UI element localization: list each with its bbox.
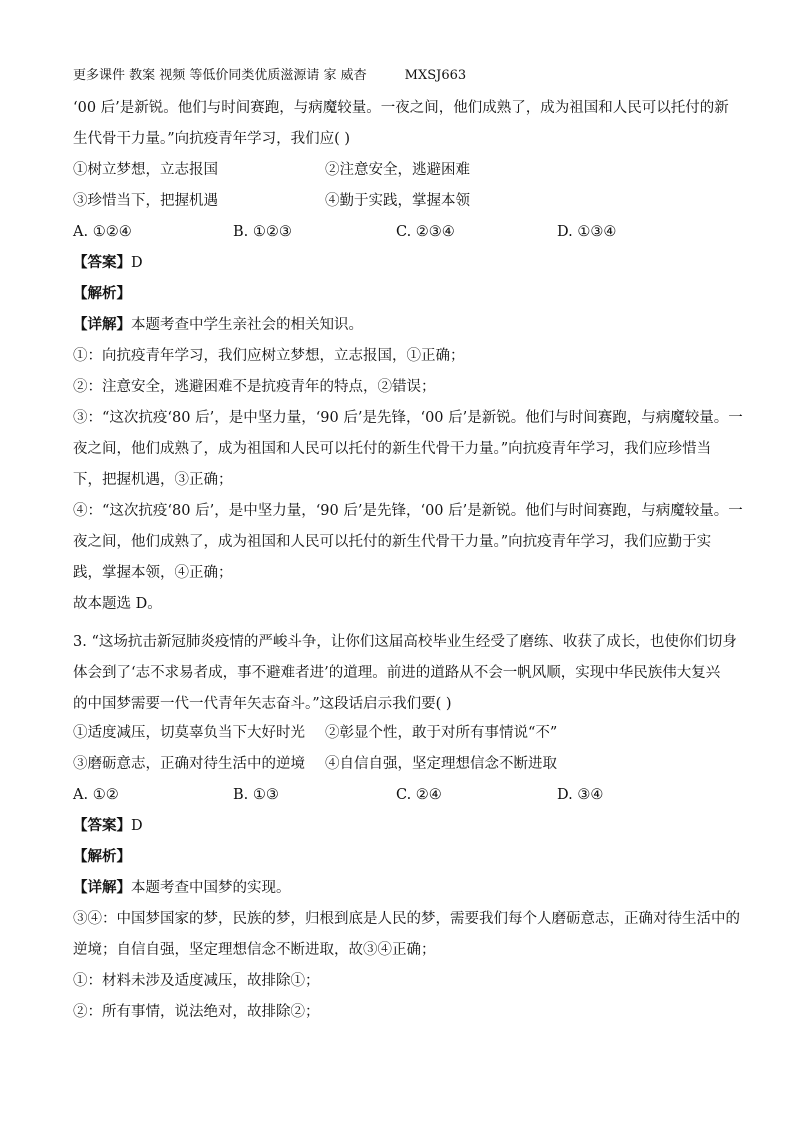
q3-choice-d: D. ③④ bbox=[557, 787, 604, 803]
q3-stem-line1: 3. “这场抗击新冠肺炎疫情的严峻斗争，让你们这届高校毕业生经受了磨练、收获了成长，也使你们切身 bbox=[73, 634, 737, 650]
q3-item-1: ①适度减压，切莫辜负当下大好时光 bbox=[73, 725, 305, 741]
q2-analysis-line: ④：“这次抗疫‘80 后’，是中坚力量，‘90 后’是先锋，‘00 后’是新锐。他们与时间赛跑，与病魔较量。一 bbox=[73, 503, 743, 519]
q2-analysis-line: 践，掌握本领，④正确； bbox=[73, 565, 233, 581]
q2-stem-line2: 生代骨干力量。”向抗疫青年学习，我们应( ) bbox=[73, 131, 351, 147]
q2-analysis-tag: 【解析】 bbox=[73, 285, 131, 302]
q2-item-3: ③珍惜当下，把握机遇 bbox=[73, 193, 218, 209]
q2-answer-tag: 【答案】 bbox=[73, 254, 131, 271]
q3-analysis-line: 逆境；自信自强，坚定理想信念不断进取，故③④正确； bbox=[73, 942, 436, 958]
q2-answer bbox=[73, 253, 143, 273]
page-header bbox=[73, 66, 466, 86]
q2-analysis-line: ①：向抗疫青年学习，我们应树立梦想，立志报国，①正确； bbox=[73, 348, 465, 364]
q3-analysis-line: ②：所有事情，说法绝对，故排除②； bbox=[73, 1004, 320, 1020]
q2-choice-a: A. ①②④ bbox=[73, 224, 132, 240]
q3-choice-c: C. ②④ bbox=[396, 787, 442, 803]
q2-conclusion: 故本题选 D。 bbox=[73, 596, 162, 612]
q2-choice-b: B. ①②③ bbox=[233, 224, 292, 240]
q3-choice-b: B. ①③ bbox=[233, 787, 279, 803]
q3-answer bbox=[73, 816, 143, 836]
q3-item-3: ③磨砺意志，正确对待生活中的逆境 bbox=[73, 756, 305, 772]
q2-stem-line1: ‘00 后’是新锐。他们与时间赛跑，与病魔较量。一夜之间，他们成熟了，成为祖国和人民可以托付的新 bbox=[73, 100, 729, 116]
q2-analysis-line: ②：注意安全，逃避困难不是抗疫青年的特点，②错误； bbox=[73, 379, 436, 395]
q2-choice-d: D. ①③④ bbox=[557, 224, 617, 240]
q3-stem-line2: 体会到了‘志不求易者成，事不避难者进’的道理。前进的道路从不会一帆风顺，实现中华民族伟大复兴 bbox=[73, 665, 721, 681]
header-code: MXSJ663 bbox=[404, 68, 467, 83]
header-text: 更多课件 教案 视频 等低价同类优质滋源请 家 威杳 bbox=[73, 68, 367, 83]
q2-item-4: ④勤于实践，掌握本领 bbox=[325, 193, 470, 209]
q2-item-2: ②注意安全，逃避困难 bbox=[325, 162, 470, 178]
q3-analysis-line: ③④：中国梦国家的梦，民族的梦，归根到底是人民的梦，需要我们每个人磨砺意志，正确对待生活中的 bbox=[73, 911, 740, 927]
q2-analysis-line: 下，把握机遇，③正确； bbox=[73, 472, 233, 488]
q3-analysis-tag: 【解析】 bbox=[73, 848, 131, 865]
q2-analysis-line: 夜之间，他们成熟了，成为祖国和人民可以托付的新生代骨干力量。”向抗疫青年学习，我们应珍惜当 bbox=[73, 441, 712, 457]
q3-answer-value: D bbox=[131, 818, 143, 834]
q2-detail-tag: 【详解】 bbox=[73, 316, 131, 333]
q3-analysis-line: ①：材料未涉及适度减压，故排除①； bbox=[73, 973, 320, 989]
q2-item-1: ①树立梦想，立志报国 bbox=[73, 162, 218, 178]
q2-analysis-line: ③：“这次抗疫‘80 后’，是中坚力量，‘90 后’是先锋，‘00 后’是新锐。他们与时间赛跑，与病魔较量。一 bbox=[73, 410, 743, 426]
q2-detail bbox=[73, 315, 363, 335]
q3-stem-line3: 的中国梦需要一代一代青年矢志奋斗。”这段话启示我们要( ) bbox=[73, 696, 452, 712]
q2-choice-c: C. ②③④ bbox=[396, 224, 455, 240]
q2-detail-text: 本题考查中学生亲社会的相关知识。 bbox=[131, 317, 363, 333]
q3-detail-text: 本题考查中国梦的实现。 bbox=[131, 880, 291, 896]
q3-answer-tag: 【答案】 bbox=[73, 817, 131, 834]
q3-item-2: ②彰显个性，敢于对所有事情说“不” bbox=[325, 725, 558, 741]
q2-answer-value: D bbox=[131, 255, 143, 271]
q2-analysis-line: 夜之间，他们成熟了，成为祖国和人民可以托付的新生代骨干力量。”向抗疫青年学习，我们应勤于实 bbox=[73, 534, 712, 550]
q3-detail-tag: 【详解】 bbox=[73, 879, 131, 896]
q3-detail bbox=[73, 878, 291, 898]
q3-item-4: ④自信自强，坚定理想信念不断进取 bbox=[325, 756, 557, 772]
q3-choice-a: A. ①② bbox=[73, 787, 119, 803]
